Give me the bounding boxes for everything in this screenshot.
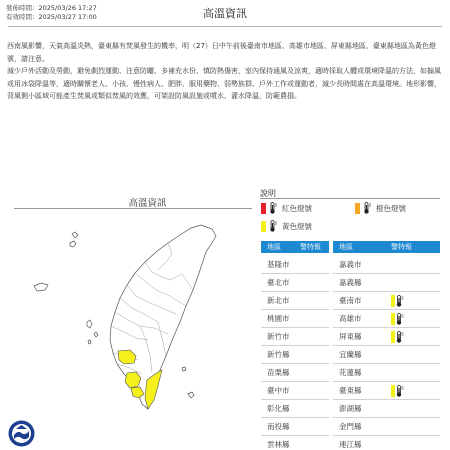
yellow-swatch xyxy=(261,221,266,232)
orange-swatch xyxy=(355,203,360,214)
island-matsu-2 xyxy=(70,241,76,247)
region-name: 新竹縣 xyxy=(267,350,290,359)
island-penghu-2 xyxy=(94,332,98,337)
region-name: 金門縣 xyxy=(339,422,362,431)
legend-label-red: 紅色燈號 xyxy=(282,203,312,213)
thermometer-icon xyxy=(269,202,278,214)
yellow-warning-icon xyxy=(391,295,404,307)
region-name: 臺南市 xyxy=(339,296,362,305)
region-name: 彰化縣 xyxy=(267,404,290,413)
region-row xyxy=(333,400,440,418)
thermometer-icon xyxy=(269,220,278,232)
thermometer-icon xyxy=(363,202,372,214)
region-row xyxy=(261,346,329,364)
region-row xyxy=(261,328,329,346)
yellow-warning-icon xyxy=(391,313,404,325)
region-name: 澎湖縣 xyxy=(339,404,362,413)
region-row xyxy=(261,400,329,418)
region-row xyxy=(261,256,329,274)
map-title-divider xyxy=(14,208,252,209)
legend-item-yellow xyxy=(261,220,312,232)
region-row xyxy=(333,256,440,274)
legend-title: 說明 xyxy=(260,189,276,198)
region-name: 嘉義縣 xyxy=(339,278,362,287)
region-name: 臺東縣 xyxy=(339,386,362,395)
legend-label-yellow: 黃色燈號 xyxy=(282,221,312,231)
region-row xyxy=(333,346,440,364)
island-orchid xyxy=(188,392,194,398)
taiwan-map xyxy=(0,210,255,415)
island-green xyxy=(182,367,186,371)
region-row xyxy=(261,436,329,450)
right-header-region: 地區 xyxy=(339,243,353,251)
region-name: 新竹市 xyxy=(267,332,290,341)
region-name: 臺中市 xyxy=(267,386,290,395)
region-row xyxy=(333,310,440,328)
region-name: 新北市 xyxy=(267,296,290,305)
region-name: 臺北市 xyxy=(267,278,290,287)
right-table-header xyxy=(333,241,440,253)
region-name: 基隆市 xyxy=(267,260,290,269)
region-name: 花蓮縣 xyxy=(339,368,362,377)
region-name: 雲林縣 xyxy=(267,440,290,449)
island-matsu-1 xyxy=(72,232,78,238)
region-name: 苗栗縣 xyxy=(267,368,290,377)
region-row xyxy=(333,328,440,346)
yellow-warning-icon xyxy=(391,331,404,343)
region-row xyxy=(261,274,329,292)
island-penghu-1 xyxy=(87,320,92,328)
region-name: 嘉義市 xyxy=(339,260,362,269)
legend-label-orange: 橙色燈號 xyxy=(376,203,406,213)
region-name: 連江縣 xyxy=(339,440,362,449)
island-penghu-3 xyxy=(88,340,91,344)
legend-item-red xyxy=(261,202,312,214)
region-name: 桃園市 xyxy=(267,314,290,323)
yellow-warning-icon xyxy=(391,385,404,397)
region-row xyxy=(261,382,329,400)
map-title: 高溫資訊 xyxy=(128,198,167,209)
legend-item-orange xyxy=(355,202,406,214)
issued-time: 發佈時間：2025/03/26 17:27 xyxy=(6,4,97,12)
valid-time: 有效時間：2025/03/27 17:00 xyxy=(6,13,97,21)
region-row xyxy=(333,292,440,310)
left-header-signal: 警特報 xyxy=(300,243,321,251)
region-row xyxy=(333,364,440,382)
region-row xyxy=(333,418,440,436)
message-text: 西南風影響，天氣高溫炎熱，臺東縣有焚風發生的機率，明（27）日中午前後臺南市地區、高雄市地區、屏東縣地區、臺東縣地區為黃色燈號，請注意。 減少戶外活動及勞動，避免劇烈運動、注意防曬、多補充水份、慎防熱傷害，室內保持通風及涼爽，適時採取人體或環境降溫的方法，如搧風或用冰袋降溫等，適時關懷老人、小孩、慢性病人、肥胖、服用藥物、弱勢族群、戶外工作或運動者，減少長時間處在高溫環境。地形影響，背風側小區域可能產生焚風或類似焚風的效應，可架設防風設施或噴水、灌水降溫，防範農損。 xyxy=(7,42,441,100)
island-kinmen xyxy=(34,283,48,291)
region-name: 宜蘭縣 xyxy=(339,350,362,359)
region-row xyxy=(333,436,440,450)
red-swatch xyxy=(261,203,266,214)
region-row xyxy=(261,292,329,310)
region-name: 高雄市 xyxy=(339,314,362,323)
region-name: 屏東縣 xyxy=(339,332,362,341)
region-row xyxy=(333,274,440,292)
left-header-region: 地區 xyxy=(267,243,281,251)
region-row xyxy=(261,364,329,382)
region-name: 南投縣 xyxy=(267,422,290,431)
title-divider xyxy=(8,26,442,27)
cwa-logo xyxy=(8,420,35,447)
right-header-signal: 警特報 xyxy=(391,243,412,251)
page-title: 高溫資訊 xyxy=(203,7,247,20)
region-row xyxy=(261,310,329,328)
legend-divider xyxy=(260,198,440,199)
region-row xyxy=(261,418,329,436)
region-row xyxy=(333,382,440,400)
left-table-header xyxy=(261,241,329,253)
